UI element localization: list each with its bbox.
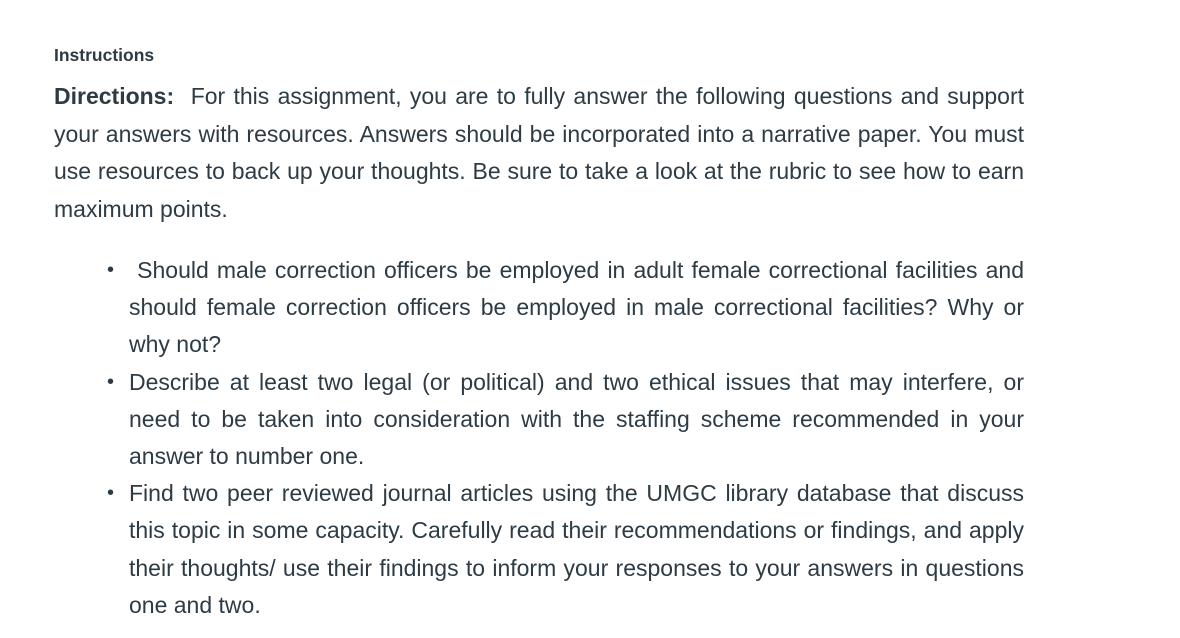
directions-text: For this assignment, you are to fully answer the following questions and support your answers with resources. Answers should be incorporated into a narrative paper. You must use resources to back up your thoughts. Be sure to take a look at the rubric to see how to earn maximum points.: [54, 83, 1024, 222]
question-text-2: Describe at least two legal (or political) and two ethical issues that may interfere, or need to be taken into consideration with the staffing scheme recommended in your answer to number one.: [129, 368, 1024, 470]
bullet-icon: •: [107, 482, 115, 505]
question-item-1: [107, 252, 1031, 364]
section-heading: Instructions: [54, 45, 155, 65]
question-item-3: [107, 475, 1024, 624]
directions-paragraph: [54, 78, 1024, 228]
bullet-icon: •: [107, 259, 115, 281]
question-item-2: [107, 364, 1024, 476]
question-list: [54, 252, 1031, 624]
question-text-3: Find two peer reviewed journal articles using the UMGC library database that discuss this topic in some capacity. Carefully read their recommendations or findings, and apply their thoughts/ use their findings to inform your responses to your answers in questions one and two.: [129, 480, 1024, 618]
bullet-icon: •: [107, 370, 115, 393]
question-text-1: Should male correction officers be employed in adult female correctional facilities and should female correction officers be employed in male correctional facilities? Why or why not?: [129, 257, 1031, 358]
directions-label: Directions:: [54, 83, 175, 109]
